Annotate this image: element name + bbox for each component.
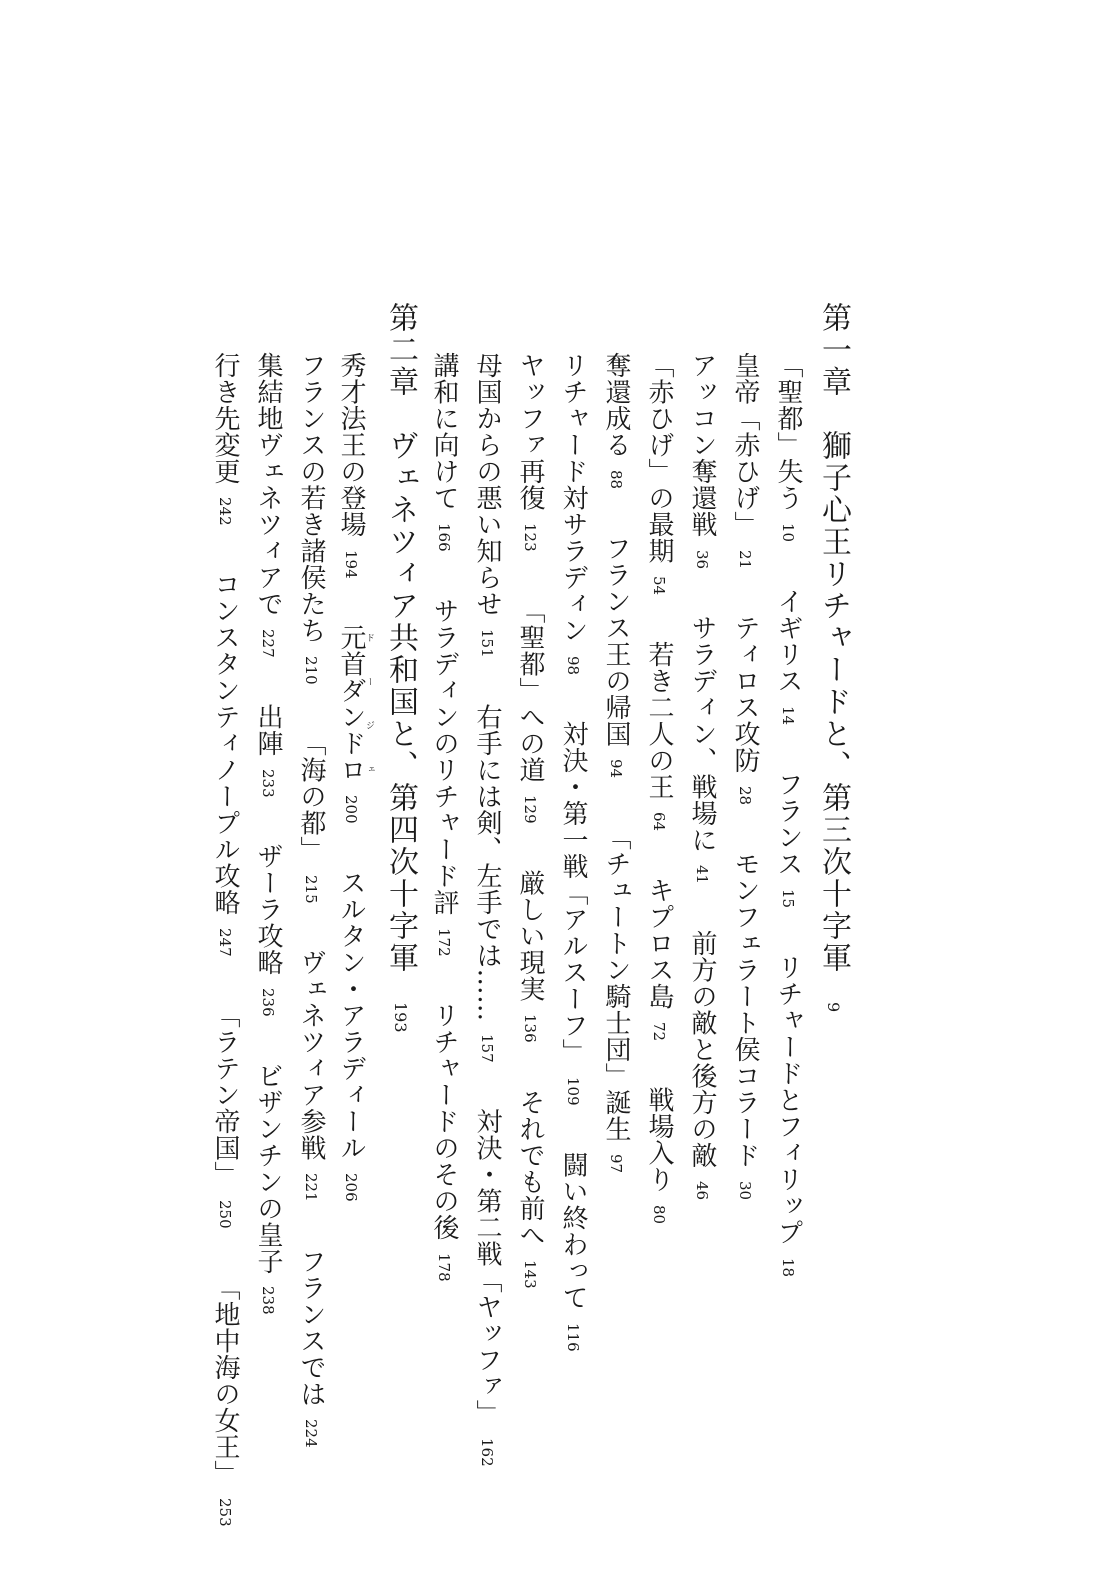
toc-entry-page: 166 xyxy=(435,523,453,552)
toc-line xyxy=(682,352,722,1246)
toc-entry-page: 172 xyxy=(435,927,453,957)
toc-entry-title: 前方の敵と後方の敵 xyxy=(687,930,717,1169)
toc-entry-title: サラディン、戦場に xyxy=(687,614,717,854)
toc-line xyxy=(768,352,808,1323)
toc-entry-page: 30 xyxy=(736,1180,754,1200)
toc-entry-title: 「チュートン騎士団」誕生 xyxy=(601,824,631,1143)
toc-entry-title: 厳しい現実 xyxy=(515,869,545,1003)
toc-entry-title: 「ラテン帝国」 xyxy=(210,1002,240,1188)
chapter-title-text: 第二章 ヴェネツィア共和国と、第四次十字軍 xyxy=(383,302,418,974)
toc-entry-title: 闘い終わって xyxy=(558,1151,588,1311)
toc-entry-title-with-ruby xyxy=(336,624,374,784)
toc-entry-title: アッコン奪還戦 xyxy=(687,352,717,538)
toc-entry-page: 21 xyxy=(736,549,754,569)
toc-entry-title: それでも前へ xyxy=(515,1088,545,1248)
toc-entry-page: 88 xyxy=(607,470,625,490)
toc-entry-page: 10 xyxy=(779,523,797,543)
toc-entry-title: 集結地ヴェネツィアで xyxy=(253,352,283,617)
toc-entry-page: 143 xyxy=(521,1259,539,1289)
toc-entry-title: 「地中海の女王」 xyxy=(210,1274,240,1487)
toc-entry-title: コンスタンティノープル攻略 xyxy=(210,571,240,916)
toc-entry-title: 戦場入り xyxy=(644,1086,674,1193)
toc-line xyxy=(596,352,636,1219)
toc-entry-title: 右手には剣、左手では…… xyxy=(472,703,502,1022)
toc-entry-title: 「赤ひげ」の最期 xyxy=(644,352,674,564)
toc-entry-page: 206 xyxy=(342,1173,360,1202)
chapter-title xyxy=(380,302,420,1079)
toc-line xyxy=(205,352,245,1573)
toc-entry-title: リチャード対サラディン xyxy=(558,352,588,644)
toc-entry-title: リチャードのその後 xyxy=(429,1002,459,1241)
toc-entry-title: フランス王の帰国 xyxy=(601,535,631,748)
toc-entry-title: モンフェラート侯コラード xyxy=(730,850,760,1169)
toc-entry-title: 「聖都」への道 xyxy=(515,597,545,784)
toc-entry-page: 14 xyxy=(779,706,797,726)
toc-entry-page: 215 xyxy=(302,874,320,904)
toc-entry-page: 238 xyxy=(259,1286,277,1316)
toc-entry-title: フランスの若き諸侯たち xyxy=(296,352,326,644)
toc-entry-title: 皇帝「赤ひげ」 xyxy=(730,352,760,538)
toc-entry-page: 233 xyxy=(259,768,277,798)
toc-entry-page: 15 xyxy=(779,889,797,909)
toc-entry-page: 64 xyxy=(650,812,668,832)
toc-entry-page: 250 xyxy=(216,1199,234,1229)
toc-entry-title: 対決・第一戦「アルスーフ」 xyxy=(558,720,588,1066)
toc-entry-page: 80 xyxy=(650,1204,668,1224)
toc-entry-page: 247 xyxy=(216,927,234,957)
toc-entry-page: 157 xyxy=(478,1033,496,1063)
toc-entry-title: 元首ダンドロ xyxy=(336,624,366,784)
toc-line xyxy=(334,352,374,1248)
toc-entry-title: ザーラ攻略 xyxy=(253,843,283,976)
toc-entry-title: 「海の都」 xyxy=(296,730,326,863)
toc-entry-page: 109 xyxy=(564,1077,582,1106)
toc-entry-page: 224 xyxy=(302,1418,320,1448)
toc-entry-title: ヴェネツィア参戦 xyxy=(296,949,326,1162)
toc-entry-title: 秀才法王の登場 xyxy=(336,352,366,538)
toc-entry-title: サラディンのリチャード評 xyxy=(429,597,459,916)
toc-entry-page: 72 xyxy=(650,1021,668,1041)
toc-entry-title: ティロス攻防 xyxy=(730,614,760,774)
toc-entry-page: 194 xyxy=(342,549,360,579)
toc-entry-page: 178 xyxy=(435,1252,453,1282)
chapter-page-number: 193 xyxy=(391,1002,410,1033)
toc-line xyxy=(248,352,288,1361)
toc-entry-title: ヤッファ再復 xyxy=(515,352,545,511)
toc-line xyxy=(424,352,464,1327)
toc-entry-title: 「聖都」失う xyxy=(773,352,803,511)
toc-line xyxy=(510,352,550,1335)
toc-entry-title: 母国からの悪い知らせ xyxy=(472,352,502,617)
toc-entry-page: 129 xyxy=(521,795,539,824)
toc-entry-title: 講和に向けて xyxy=(429,352,459,511)
toc-line xyxy=(467,352,507,1513)
toc-entry-page: 123 xyxy=(521,523,539,552)
toc-entry-page: 41 xyxy=(693,865,711,885)
toc-entry-page: 253 xyxy=(216,1498,234,1528)
toc-entry-page: 151 xyxy=(478,629,496,658)
toc-entry-title: 若き二人の王 xyxy=(644,641,674,801)
toc-entry-page: 18 xyxy=(779,1257,797,1277)
toc-entry-page: 36 xyxy=(693,549,711,569)
toc-entry-page: 236 xyxy=(259,987,277,1017)
toc-entry-page: 54 xyxy=(650,576,668,596)
toc-line xyxy=(553,352,593,1397)
toc-line xyxy=(291,352,331,1494)
toc-line xyxy=(639,352,679,1270)
toc-entry-page: 116 xyxy=(564,1322,582,1352)
chapter-title-text: 第一章 獅子心王リチャードと、第三次十字軍 xyxy=(816,302,851,974)
toc-entry-title: キプロス島 xyxy=(644,877,674,1010)
chapter-title xyxy=(813,302,853,1058)
toc-entry-page: 242 xyxy=(216,496,234,526)
toc-entry-page: 221 xyxy=(302,1173,320,1202)
toc-entry-title: スルタン・アラディール xyxy=(336,869,366,1162)
toc-entry-title: 行き先変更 xyxy=(210,352,240,485)
toc-entry-page: 98 xyxy=(564,655,582,675)
toc-entry-title: 対決・第二戦「ヤッファ」 xyxy=(472,1108,502,1427)
toc-entry-title: フランス xyxy=(773,771,803,878)
toc-entry-title: イギリス xyxy=(773,588,803,695)
toc-entry-page: 28 xyxy=(736,785,754,805)
toc-entry-page: 210 xyxy=(302,655,320,685)
toc-entry-title: ビザンチンの皇子 xyxy=(253,1062,283,1275)
chapter-page-number: 9 xyxy=(824,1002,843,1013)
toc-entry-page: 46 xyxy=(693,1180,711,1200)
toc-entry-title: 出陣 xyxy=(253,703,283,757)
toc-entry-page: 227 xyxy=(259,629,277,658)
toc-entry-page: 162 xyxy=(478,1438,496,1467)
toc-entry-page: 97 xyxy=(607,1154,625,1174)
toc-entry-page: 200 xyxy=(342,795,360,824)
toc-entry-title: リチャードとフィリップ xyxy=(773,954,803,1246)
toc-entry-page: 94 xyxy=(607,759,625,779)
ruby-reading: ドージェ xyxy=(364,624,374,784)
toc-entry-page: 136 xyxy=(521,1014,539,1043)
toc-entry-title: 奪還成る xyxy=(601,352,631,458)
toc-entry-title: フランスでは xyxy=(296,1247,326,1407)
toc-line xyxy=(725,352,765,1246)
